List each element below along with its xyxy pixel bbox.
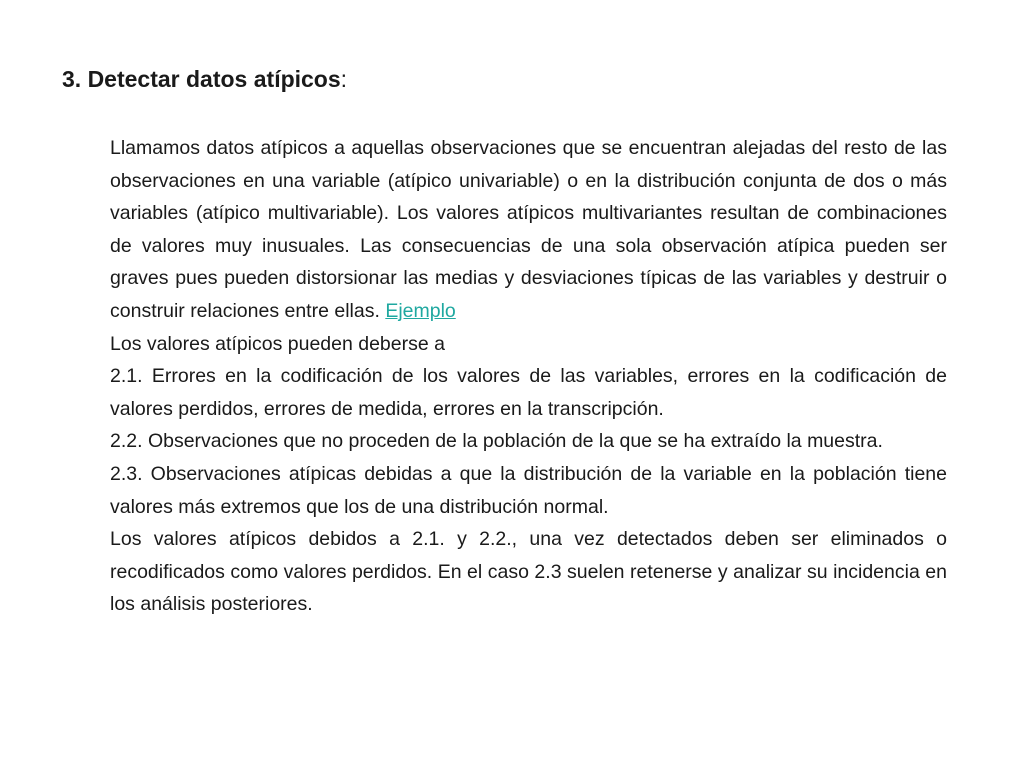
section-title: 3. Detectar datos atípicos — [62, 66, 341, 92]
cause-item-2-1: 2.1. Errores en la codificación de los valores de las variables, errores en la codificación de valores perdidos, errores de medida, errores en la transcripción. — [110, 365, 947, 420]
conclusion-paragraph: Los valores atípicos debidos a 2.1. y 2.2., una vez detectados deben ser eliminados o recodificados como valores perdidos. En el caso 2.3 suelen retenerse y analizar su incidencia en los análisis posteriores. — [110, 528, 947, 616]
section-heading — [62, 63, 347, 95]
definition-paragraph — [110, 132, 947, 328]
definition-text: Llamamos datos atípicos a aquellas observaciones que se encuentran alejadas del resto de las observaciones en una variable (atípico univariable) o en la distribución conjunta de dos o más variables (atípico multivariable). Los valores atípicos multivariantes resultan de combinaciones de valores muy inusuales. Las consecuencias de una sola observación atípica pueden ser graves pues pueden distorsionar las medias y desviaciones típicas de las variables y destruir o construir relaciones entre ellas. — [110, 137, 947, 322]
section-title-colon: : — [340, 66, 348, 92]
causes-intro: Los valores atípicos pueden deberse a — [110, 332, 445, 355]
body-text — [110, 132, 947, 621]
example-link[interactable]: Ejemplo — [385, 299, 456, 322]
cause-item-2-2: 2.2. Observaciones que no proceden de la población de la que se ha extraído la muestra. — [110, 430, 883, 453]
cause-item-2-3: 2.3. Observaciones atípicas debidas a que la distribución de la variable en la población tiene valores más extremos que los de una distribución normal. — [110, 462, 947, 518]
